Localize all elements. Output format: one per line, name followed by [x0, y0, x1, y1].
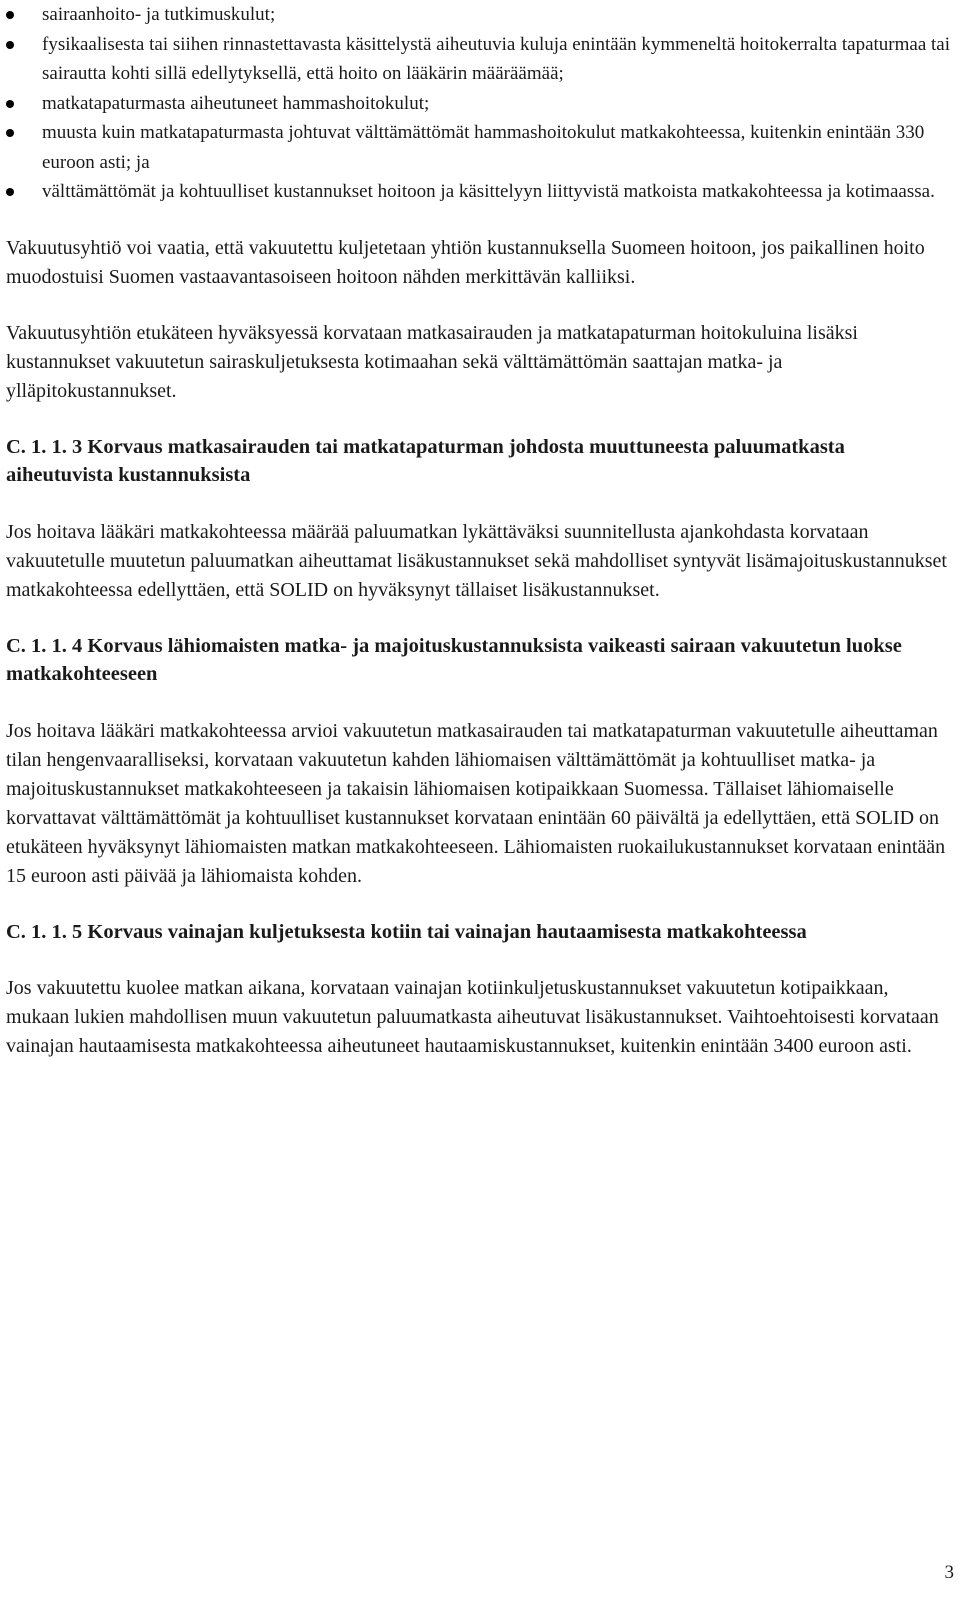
section-body-relatives-travel: Jos hoitava lääkäri matkakohteessa arvioi vakuutetun matkasairauden tai matkatapaturman vakuutetulle aiheuttaman tilan hengenvaaralliseksi, korvataan vakuutetun kahden lähiomaisen välttämättömät ja kohtuulliset matka- ja majoituskustannukset matkakohteeseen ja takaisin lähiomaisen kotipaikkaan Suomessa. Tällaiset lähiomaiselle korvattavat välttämättömät ja kohtuulliset kustannukset korvataan enintään 60 päivältä ja edellyttäen, että SOLID on etukäteen hyväksynyt lähiomaisten matkan matkakohteeseen. Lähiomaisten ruokailukustannukset korvataan enintään 15 euroon asti päivää ja lähiomaista kohden. [6, 719, 946, 887]
bullet-icon [6, 188, 14, 196]
bullet-text: välttämättömät ja kohtuulliset kustannukset hoitoon ja käsittelyyn liittyvistä matkoista matkakohteessa ja kotimaassa. [42, 181, 935, 202]
list-item [6, 30, 951, 89]
list-item [6, 89, 951, 119]
transport-to-finland-paragraph: Vakuutusyhtiö voi vaatia, että vakuutettu kuljetetaan yhtiön kustannuksella Suomeen hoitoon, jos paikallinen hoito muodostuisi Suomen vastaavantasoiseen hoitoon nähden merkittävän kalliiksi. [6, 236, 925, 288]
list-item [6, 177, 951, 207]
bullet-text: fysikaalisesta tai siihen rinnastettavasta käsittelystä aiheutuvia kuluja enintään kymmeneltä hoitokerralta tapaturmaa tai sairautta kohti sillä edellytyksellä, että hoito on lääkärin määräämää; [42, 33, 950, 84]
bullet-text: muusta kuin matkatapaturmasta johtuvat välttämättömät hammashoitokulut matkakohteessa, kuitenkin enintään 330 euroon asti; ja [42, 122, 925, 173]
section-body-changed-return-trip: Jos hoitava lääkäri matkakohteessa määrää paluumatkan lykättäväksi suunnitellusta ajankohdasta korvataan vakuutetulle muutetun paluumatkan aiheuttamat lisäkustannukset sekä mahdolliset syntyvät lisämajoituskustannukset matkakohteessa edellyttäen, että SOLID on hyväksynyt tällaiset lisäkustannukset. [6, 520, 947, 601]
ambulance-transport-paragraph: Vakuutusyhtiön etukäteen hyväksyessä korvataan matkasairauden ja matkatapaturman hoitokuluina lisäksi kustannukset vakuutetun sairaskuljetuksesta kotimaahan sekä välttämättömän saattajan matka- ja ylläpitokustannukset. [6, 321, 858, 402]
coverage-bullet-list [6, 0, 951, 207]
list-item [6, 0, 951, 30]
list-item [6, 118, 951, 177]
section-heading-changed-return-trip: C. 1. 1. 3 Korvaus matkasairauden tai matkatapaturman johdosta muuttuneesta paluumatkasta aiheutuvista kustannuksista [6, 435, 845, 486]
bullet-text: sairaanhoito- ja tutkimuskulut; [42, 4, 276, 25]
page-content [6, 0, 951, 1061]
bullet-icon [6, 100, 14, 108]
page-number: 3 [944, 1562, 954, 1583]
bullet-icon [6, 11, 14, 19]
bullet-icon [6, 41, 14, 49]
section-heading-deceased-transport: C. 1. 1. 5 Korvaus vainajan kuljetuksesta kotiin tai vainajan hautaamisesta matkakohteessa [6, 920, 807, 943]
bullet-icon [6, 129, 14, 137]
section-heading-relatives-travel: C. 1. 1. 4 Korvaus lähiomaisten matka- ja majoituskustannuksista vaikeasti sairaan vakuutetun luokse matkakohteeseen [6, 634, 902, 685]
section-body-deceased-transport: Jos vakuutettu kuolee matkan aikana, korvataan vainajan kotiinkuljetuskustannukset vakuutetun kotipaikkaan, mukaan lukien mahdollisen muun vakuutetun paluumatkasta aiheutuvat lisäkustannukset. Vaihtoehtoisesti korvataan vainajan hautaamisesta matkakohteessa aiheutuneet hautaamiskustannukset, kuitenkin enintään 3400 euroon asti. [6, 977, 939, 1057]
bullet-text: matkatapaturmasta aiheutuneet hammashoitokulut; [42, 92, 430, 114]
